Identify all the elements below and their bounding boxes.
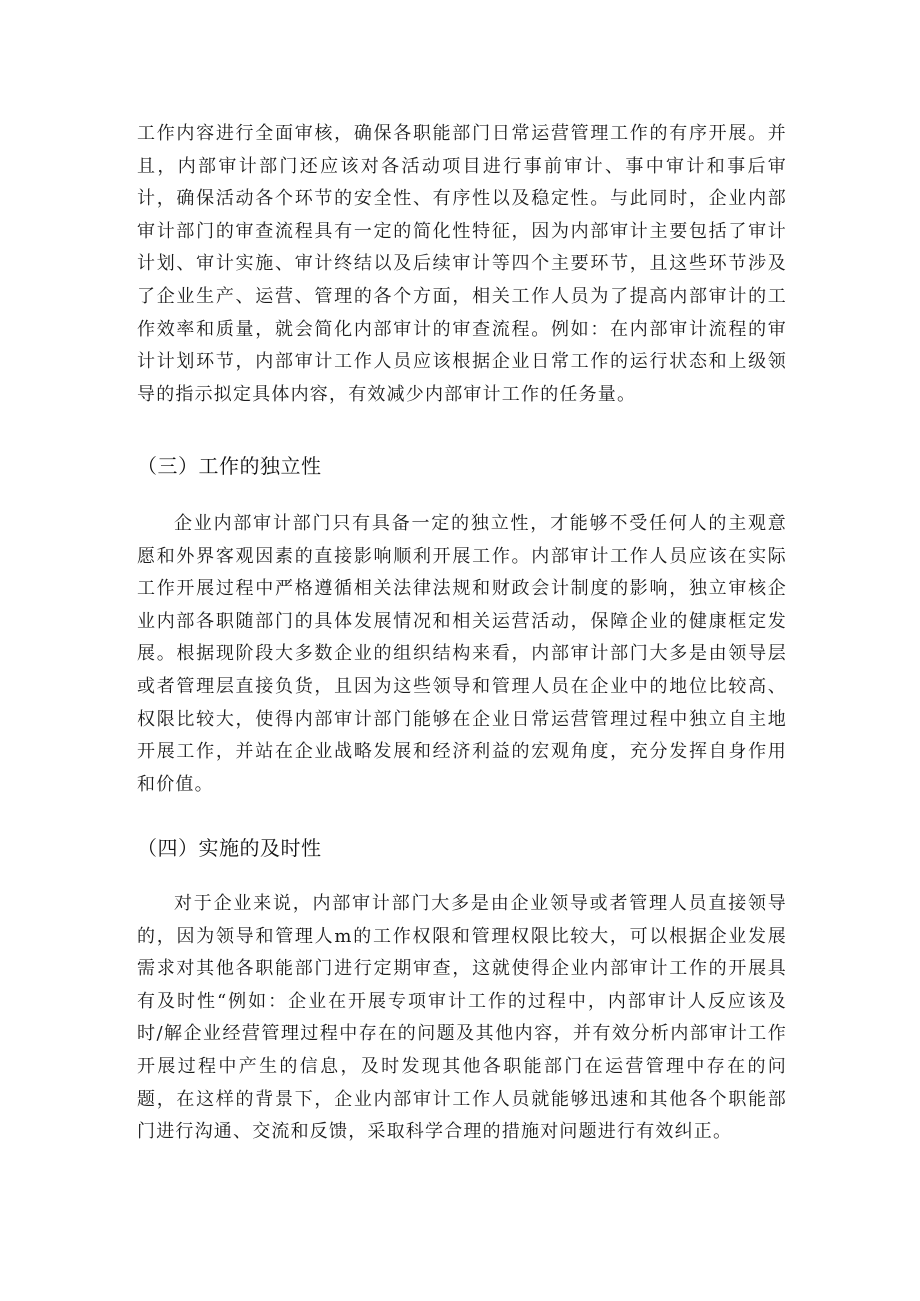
paragraph-independence: 企业内部审计部门只有具备一定的独立性，才能够不受任何人的主观意愿和外界客观因素的直接影响顺利开展工作。内部审计工作人员应该在实际工作开展过程中严格遵循相关法律法规和财政会计制度的影响，独立审核企业内部各职随部门的具体发展情况和相关运营活动，保障企业的健康框定发展。根据现阶段大多数企业的组织结构来看，内部审计部门大多是由领导层或者管理层直接负货，且因为这些领导和管理人员在企业中的地位比较高、权限比较大，使得内部审计部门能够在企业日常运营管理过程中独立自主地开展工作，并站在企业战略发展和经济利益的宏观角度，充分发挥自身作用和价值。 (137, 513, 787, 795)
section-heading-independence: （三）工作的独立性 (137, 454, 322, 478)
paragraph-timeliness: 对于企业来说，内部审计部门大多是由企业领导或者管理人员直接领导的，因为领导和管理人m的工作权限和管理权限比较大，可以根据企业发展需求对其他各职能部门进行定期审查，这就使得企业内部审计工作的开展具有及时性“例如：企业在开展专项审计工作的过程中，内部审计人反应该及时/解企业经营管理过程中存在的问题及其他内容，并有效分析内部审计工作开展过程中产生的信息，及时发现其他各职能部门在运营管理中存在的问题，在这样的背景下，企业内部审计工作人员就能够迅速和其他各个职能部门进行沟通、交流和反馈，采取科学合理的措施对问题进行有效纠正。 (137, 893, 787, 1143)
paragraph-continued: 工作内容进行全面审核，确保各职能部门日常运营管理工作的有序开展。并且，内部审计部门还应该对各活动项目进行事前审计、事中审计和事后审计，确保活动各个环节的安全性、有序性以及稳定性。与此同时，企业内部审计部门的审查流程具有一定的简化性特征，因为内部审计主要包括了审计计划、审计实施、审计终结以及后续审计等四个主要环节，且这些环节涉及了企业生产、运营、管理的各个方面，相关工作人员为了提高内部审计的工作效率和质量，就会简化内部审计的审查流程。例如：在内部审计流程的审计计划环节，内部审计工作人员应该根据企业日常工作的运行状态和上级领导的指示拟定具体内容，有效减少内部审计工作的任务量。 (137, 123, 787, 405)
section-heading-timeliness: （四）实施的及时性 (137, 836, 322, 860)
